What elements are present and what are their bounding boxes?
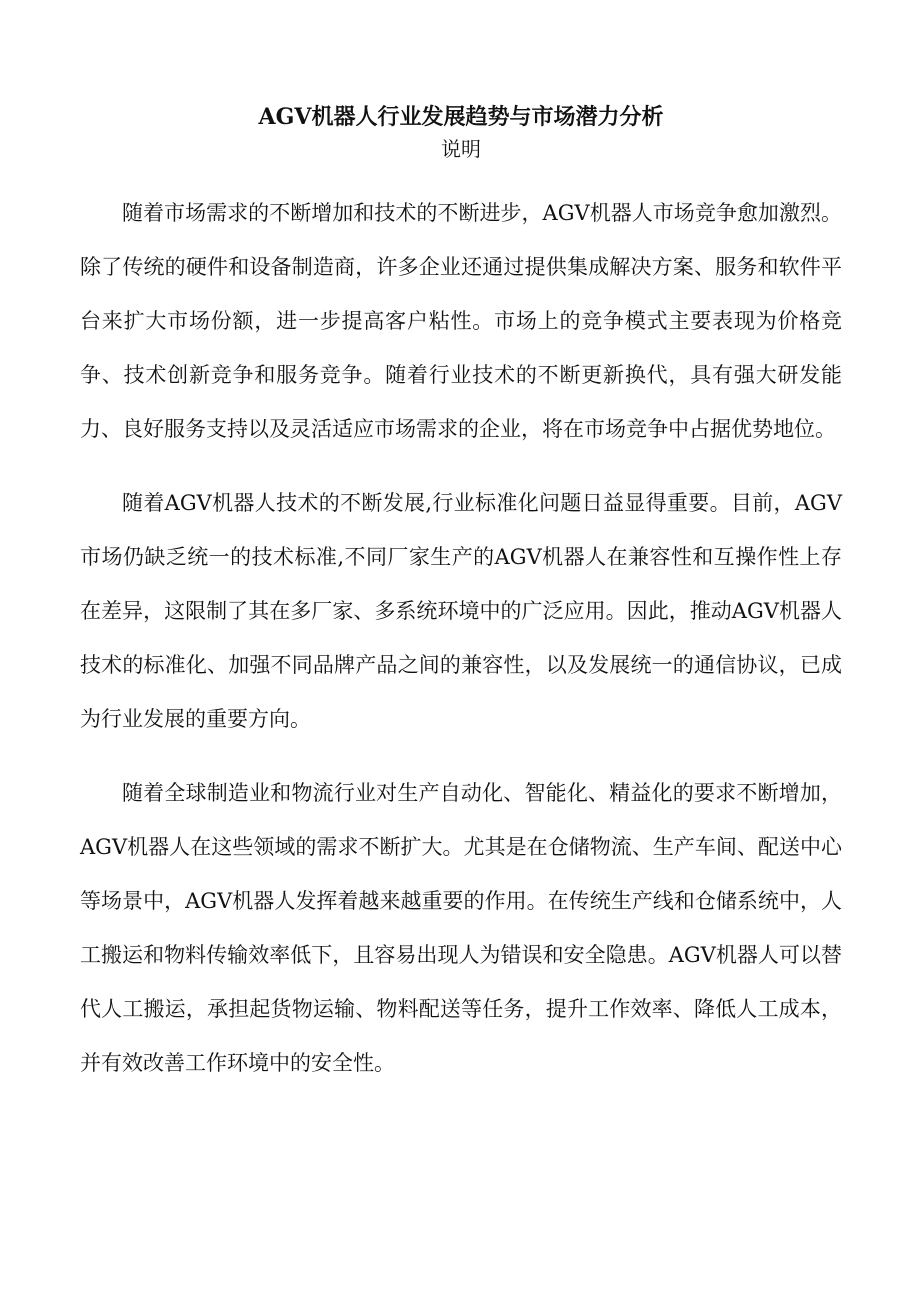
document-subtitle: 说明 (441, 137, 481, 161)
paragraph-standardization: 随着AGV机器人技术的不断发展,行业标准化问题日益显得重要。目前，AGV市场仍缺乏统一的技术标准,不同厂家生产的AGV机器人在兼容性和互操作性上存在差异，这限制了其在多厂家、多系统环境中的广泛应用。因此，推动AGV机器人技术的标准化、加强不同品牌产品之间的兼容性，以及发展统一的通信协议，已成为行业发展的重要方向。 (80, 491, 842, 731)
paragraph-demand-growth: 随着全球制造业和物流行业对生产自动化、智能化、精益化的要求不断增加，AGV机器人在这些领域的需求不断扩大。尤其是在仓储物流、生产车间、配送中心等场景中，AGV机器人发挥着越来越重要的作用。在传统生产线和仓储系统中，人工搬运和物料传输效率低下，且容易出现人为错误和安全隐患。AGV机器人可以替代人工搬运，承担起货物运输、物料配送等任务，提升工作效率、降低人工成本，并有效改善工作环境中的安全性。 (80, 781, 842, 1075)
paragraph-market-competition: 随着市场需求的不断增加和技术的不断进步，AGV机器人市场竞争愈加激烈。除了传统的硬件和设备制造商，许多企业还通过提供集成解决方案、服务和软件平台来扩大市场份额，进一步提高客户粘性。市场上的竞争模式主要表现为价格竞争、技术创新竞争和服务竞争。随着行业技术的不断更新换代，具有强大研发能力、良好服务支持以及灵活适应市场需求的企业，将在市场竞争中占据优势地位。 (80, 201, 842, 441)
document-title: AGV机器人行业发展趋势与市场潜力分析 (258, 104, 664, 130)
document-page (80, 100, 842, 1110)
